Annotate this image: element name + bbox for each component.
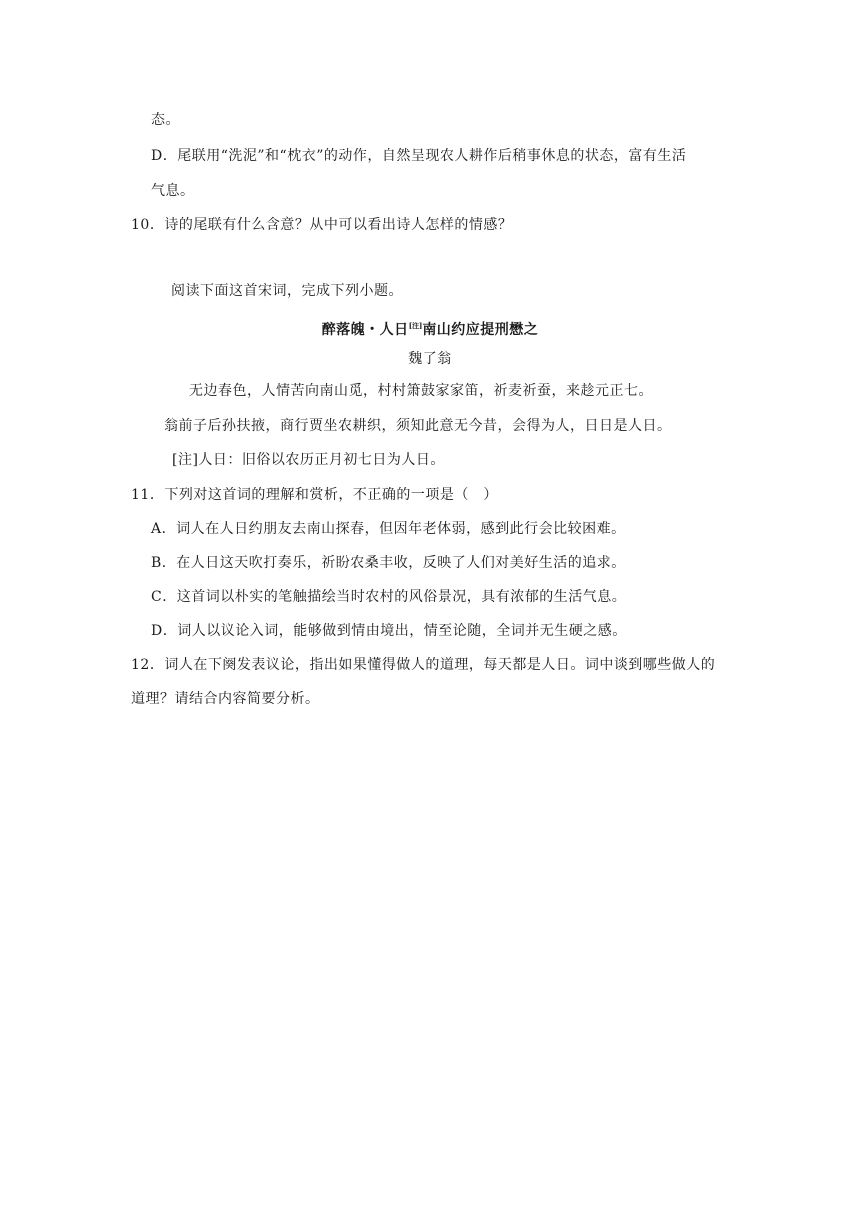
question-11: 11．下列对这首词的理解和赏析，不正确的一项是（ ） — [131, 487, 498, 503]
reading-intro: 阅读下面这首宋词，完成下列小题。 — [171, 283, 403, 299]
question-10: 10．诗的尾联有什么含意？从中可以看出诗人怎样的情感？ — [131, 217, 513, 233]
poem-title — [0, 316, 860, 340]
poem-footnote: [注]人日：旧俗以农历正月初七日为人日。 — [172, 452, 445, 468]
poem-verse-1: 无边春色，人情苦向南山觅，村村箫鼓家家笛，祈麦祈蚕，来趁元正七。 — [189, 383, 653, 399]
poem-title-part2: 南山约应提刑懋之 — [422, 322, 539, 338]
question-11-option-c: C．这首词以朴实的笔触描绘当时农村的风俗景况，具有浓郁的生活气息。 — [151, 589, 627, 605]
poem-title-note-marker: [注] — [408, 321, 423, 330]
question-11-option-a: A．词人在人日约朋友去南山探春，但因年老体弱，感到此行会比较困难。 — [151, 521, 626, 537]
question-11-option-d: D．词人以议论入词，能够做到情由境出，情至论随，全词并无生硬之感。 — [151, 623, 627, 639]
poem-title-part1: 醉落魄・人日 — [321, 322, 409, 338]
option-d-line2: 气息。 — [151, 183, 195, 199]
option-d-continuation: 态。 — [151, 112, 180, 128]
option-d-line1: D．尾联用“洗泥”和“枕衣”的动作，自然呈现农人耕作后稍事休息的状态，富有生活 — [151, 148, 687, 164]
question-11-option-b: B．在人日这天吹打奏乐，祈盼农桑丰收，反映了人们对美好生活的追求。 — [151, 555, 626, 571]
question-12-line1: 12．词人在下阕发表议论，指出如果懂得做人的道理，每天都是人日。词中谈到哪些做人的 — [131, 657, 716, 673]
poem-author: 魏了翁 — [408, 351, 452, 367]
question-12-line2: 道理？请结合内容简要分析。 — [131, 691, 320, 707]
poem-verse-2: 翁前子后孙扶掖，商行贾坐农耕织，须知此意无今昔，会得为人，日日是人日。 — [164, 418, 672, 434]
